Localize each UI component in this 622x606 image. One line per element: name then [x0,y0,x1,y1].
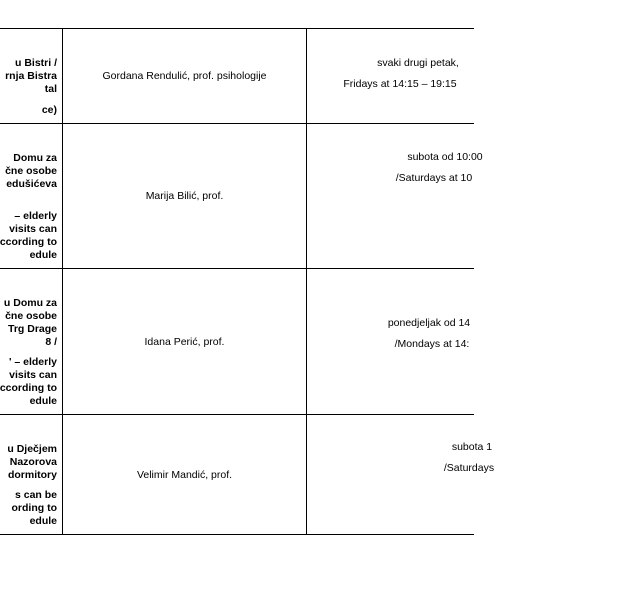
column-divider-1 [62,28,63,534]
location-line: Trg Drage [7,323,57,335]
location-line: 8 / [45,336,57,348]
schedule-line: ponedjeljak od 14 [387,317,471,329]
schedule-cell [307,57,474,71]
schedule-line: /Saturdays at 10 [395,172,473,184]
contact-person: Marija Bilić, prof. [145,190,224,202]
schedule-cell [307,462,495,476]
contact-person: Gordana Rendulić, prof. psihologije [102,70,267,82]
location-line: ording to [11,502,57,514]
location-line: ccording to [0,236,57,248]
location-line: edule [29,249,57,261]
location-line: ccording to [0,382,57,394]
location-line: rnja Bistra [5,70,57,82]
schedule-cell [307,151,483,165]
schedule-cell [307,317,474,331]
contact-person: Idana Perić, prof. [144,336,225,348]
schedule-line: /Mondays at 14: [394,338,470,350]
row-divider-2 [0,268,474,269]
location-line: Domu za [13,152,57,164]
location-line: ce) [41,104,57,116]
location-line: ' – elderly [8,356,57,368]
location-line: u Bistri / [14,57,57,69]
location-line: u Domu za [3,297,57,309]
contact-person: Velimir Mandić, prof. [136,469,233,481]
location-line: edule [29,515,57,527]
location-line: edule [29,395,57,407]
row-divider-3 [0,414,474,415]
table-border-top [0,28,474,29]
location-line: visits can [9,223,57,235]
location-line: u Dječjem [7,443,57,455]
schedule-line: subota od 10:00 [407,151,483,163]
schedule-cell [307,441,493,455]
schedule-line: svaki drugi petak, [377,57,459,69]
row-divider-1 [0,123,474,124]
schedule-line: subota 1 [451,441,493,453]
column-divider-2 [306,28,307,534]
location-line: dormitory [7,469,57,481]
location-line: čne osobe [5,165,57,177]
location-line: Nazorova [9,456,57,468]
location-line: s can be [14,489,57,501]
schedule-cell [307,78,474,92]
schedule-cell [307,172,474,186]
location-line: edušićeva [6,178,57,190]
schedule-cell [307,338,474,352]
schedule-line: /Saturdays [443,462,495,474]
location-line: tal [44,83,57,95]
location-line: čne osobe [5,310,57,322]
schedule-line: Fridays at 14:15 – 19:15 [343,78,457,90]
table-border-bottom [0,534,474,535]
location-line: visits can [9,369,57,381]
location-line: – elderly [14,210,57,222]
